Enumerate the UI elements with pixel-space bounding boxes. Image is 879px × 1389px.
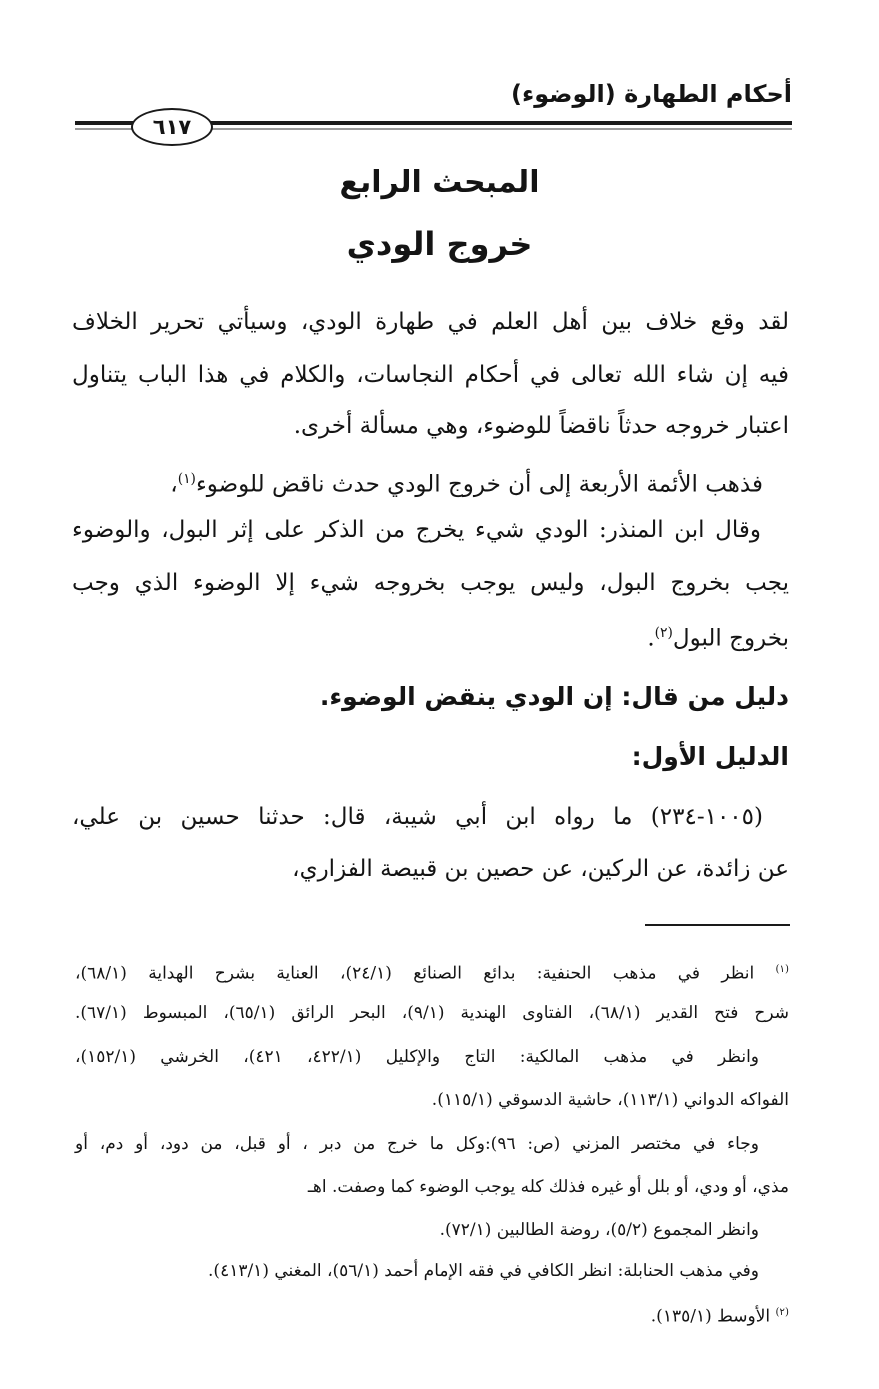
footnote-1-line-1-text: انظر في مذهب الحنفية: بدائع الصنائع (٢٤/١)، العناية بشرح الهداية (٦٨/١)، — [75, 963, 755, 984]
footnote-1-line-6: مذي، أو ودي، أو بلل أو غيره فذلك كله يوجب الوضوء كما وصفت. اهـ — [307, 1177, 789, 1197]
body-line-7-text: بخروج البول — [672, 625, 789, 652]
footnote-1-line-4: الفواكه الدواني (١١٣/١)، حاشية الدسوقي (١١٥/١). — [431, 1090, 789, 1110]
section-title: خروج الودي — [346, 225, 533, 263]
footnote-marker-1: (١) — [775, 964, 789, 975]
footnote-1-line-1 — [75, 955, 789, 989]
footnote-ref-1: (١) — [177, 471, 196, 487]
body-line-5-text: وقال ابن المنذر: الودي شيء يخرج من الذكر على إثر البول، والوضوء — [72, 517, 761, 543]
footnote-marker-2: (٢) — [775, 1307, 789, 1318]
footnote-1-line-3: وانظر في مذهب المالكية: التاج والإكليل (٤٢٢/١، ٤٢١)، الخرشي (١٥٢/١)، — [75, 1047, 760, 1067]
evidence-line-2: عن زائدة، عن الركين، عن حصين بن قبيصة الفزاري، — [292, 856, 789, 882]
footnote-1-line-8: وفي مذهب الحنابلة: انظر الكافي في فقه الإمام أحمد (٥٦/١)، المغني (٤١٣/١). — [208, 1261, 759, 1281]
body-line-4-comma: ، — [170, 471, 178, 498]
footnote-separator — [645, 924, 790, 926]
section-number: المبحث الرابع — [339, 165, 540, 200]
body-line-3: اعتبار خروجه حدثاً ناقضاً للوضوء، وهي مسألة أخرى. — [293, 413, 789, 439]
evidence-heading: دليل من قال: إن الودي ينقض الوضوء. — [319, 682, 789, 711]
page-number: ٦١٧ — [131, 108, 213, 146]
footnote-2-line-1-text: الأوسط (١٣٥/١). — [650, 1306, 771, 1327]
first-evidence-label: الدليل الأول: — [631, 742, 789, 771]
footnote-2-line-1 — [651, 1298, 789, 1332]
body-line-6: يجب بخروج البول، وليس يوجب بخروجه شيء إلا الوضوء الذي وجب — [72, 570, 789, 596]
footnote-1-line-2: شرح فتح القدير (٦٨/١)، الفتاوى الهندية (٩/١)، البحر الرائق (٦٥/١)، المبسوط (٦٧/١). — [75, 1003, 789, 1023]
body-line-2: فيه إن شاء الله تعالى في أحكام النجاسات، والكلام في هذا الباب يتناول — [72, 362, 789, 388]
evidence-line-1: (١٠٠٥-٢٣٤) ما رواه ابن أبي شيبة، قال: حدثنا حسين بن علي، — [72, 804, 763, 830]
body-line-7 — [647, 613, 789, 659]
body-line-7-period: . — [647, 625, 655, 652]
body-line-4-text: فذهب الأئمة الأربعة إلى أن خروج الودي حدث ناقض للوضوء — [195, 471, 763, 498]
body-line-5 — [72, 510, 789, 550]
body-line-1: لقد وقع خلاف بين أهل العلم في طهارة الودي، وسيأتي تحرير الخلاف — [72, 309, 789, 335]
body-line-4 — [170, 459, 763, 505]
footnote-ref-2: (٢) — [654, 625, 673, 641]
footnote-1-line-7: وانظر المجموع (٥/٢)، روضة الطالبين (٧٢/١). — [439, 1220, 759, 1240]
footnote-1-line-5: وجاء في مختصر المزني (ص: ٩٦):وكل ما خرج من دبر ، أو قبل، من دود، أو دم، أو — [75, 1134, 759, 1154]
running-head: أحكام الطهارة (الوضوء) — [511, 80, 792, 108]
